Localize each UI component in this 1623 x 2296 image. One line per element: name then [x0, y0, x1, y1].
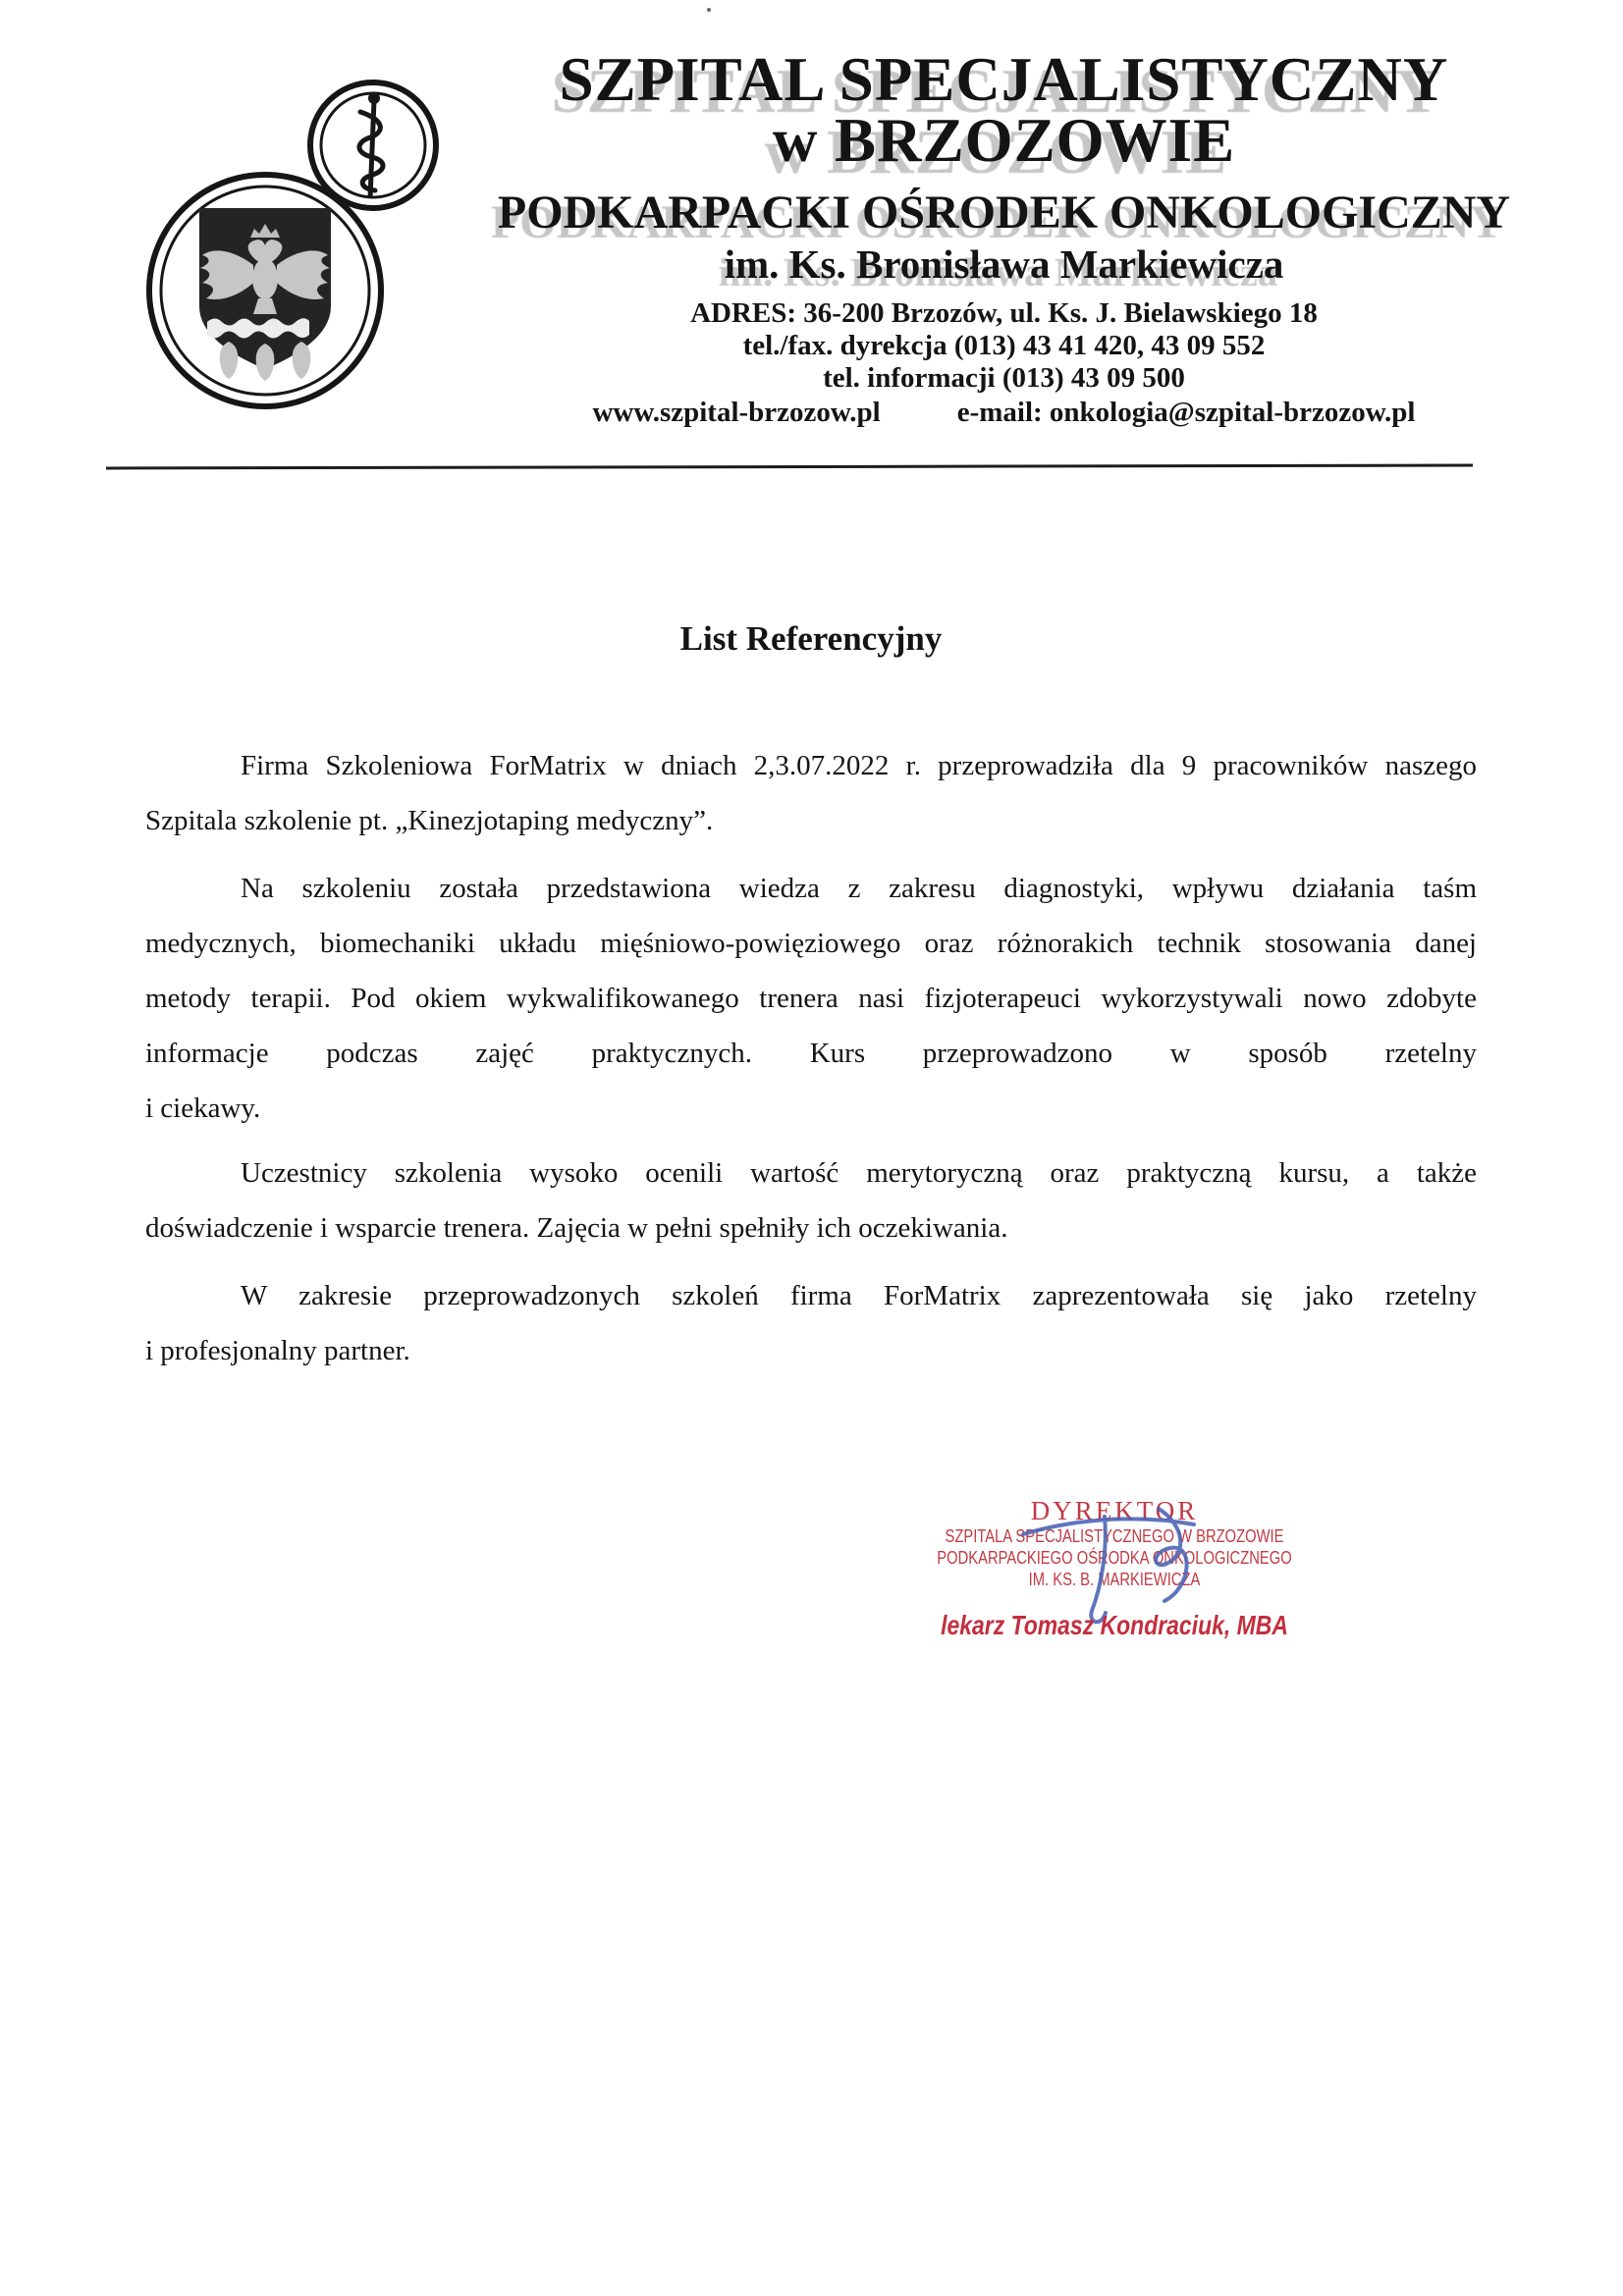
phone-info-line: tel. informacji (013) 43 09 500 — [823, 362, 1185, 394]
phone-fax-line: tel./fax. dyrekcja (013) 43 41 420, 43 09 552 — [742, 330, 1266, 361]
hospital-logo — [83, 45, 447, 418]
letter-title: List Referencyjny — [679, 619, 943, 658]
text-line: metody terapii. Pod okiem wykwalifikowanego trenera nasi fizjoterapeuci wykorzystywali nowo zdobyte — [145, 983, 1477, 1014]
stamp-line: IM. KS. B. MARKIEWICZA — [1028, 1570, 1201, 1589]
paragraph-4 — [145, 1268, 1477, 1378]
text-line: Uczestnicy szkolenia wysoko ocenili wartość merytoryczną oraz praktyczną kursu, a także — [241, 1157, 1477, 1189]
text-line: medycznych, biomechaniki układu mięśniowo-powięziowego oraz różnorakich technik stosowania danej — [145, 928, 1477, 959]
paragraph-2 — [145, 861, 1477, 1136]
signer-name: lekarz Tomasz Kondraciuk, MBA — [941, 1610, 1288, 1640]
address-line: ADRES: 36-200 Brzozów, ul. Ks. J. Bielawskiego 18 — [690, 297, 1318, 329]
text-line: i profesjonalny partner. — [145, 1335, 410, 1366]
website-text: www.szpital-brzozow.pl — [592, 397, 881, 428]
letterhead-divider — [106, 464, 1473, 470]
email-text: e-mail: onkologia@szpital-brzozow.pl — [956, 397, 1416, 428]
eagle-crest-icon — [149, 175, 381, 406]
scan-artifact-dot — [707, 8, 711, 12]
paragraph-3 — [145, 1146, 1477, 1255]
paragraph-1 — [145, 738, 1477, 848]
text-line: informacje podczas zajęć praktycznych. Kurs przeprowadzono w sposób rzetelny — [145, 1038, 1477, 1069]
org-name-line2: w BRZOZOWIE — [772, 106, 1236, 175]
text-line: Na szkoleniu została przedstawiona wiedza z zakresu diagnostyki, wpływu działania taśm — [241, 873, 1477, 904]
asclepius-rod-icon — [310, 82, 436, 208]
org-name-line1: SZPITAL SPECJALISTYCZNY — [559, 45, 1449, 114]
letterhead — [432, 45, 1576, 431]
org-name-line4: im. Ks. Bronisława Markiewicza — [724, 241, 1284, 287]
text-line: Firma Szkoleniowa ForMatrix w dniach 2,3.07.2022 r. przeprowadziła dla 9 pracowników naszego — [241, 750, 1477, 781]
stamp-line: PODKARPACKIEGO OŚRODKA ONKOLOGICZNEGO — [937, 1548, 1292, 1568]
text-line: doświadczenie i wsparcie trenera. Zajęcia w pełni spełniły ich oczekiwania. — [145, 1212, 1008, 1244]
stamp-title: DYREKTOR — [1030, 1496, 1199, 1525]
text-line: i ciekawy. — [145, 1093, 261, 1124]
text-line: W zakresie przeprowadzonych szkoleń firma ForMatrix zaprezentowała się jako rzetelny — [241, 1280, 1477, 1311]
stamp-line: SZPITALA SPECJALISTYCZNEGO W BRZOZOWIE — [945, 1526, 1284, 1546]
text-line: Szpitala szkolenie pt. „Kinezjotaping medyczny”. — [145, 805, 714, 836]
web-email-row — [432, 395, 1576, 431]
org-name-line3: PODKARPACKI OŚRODEK ONKOLOGICZNY — [497, 187, 1511, 239]
